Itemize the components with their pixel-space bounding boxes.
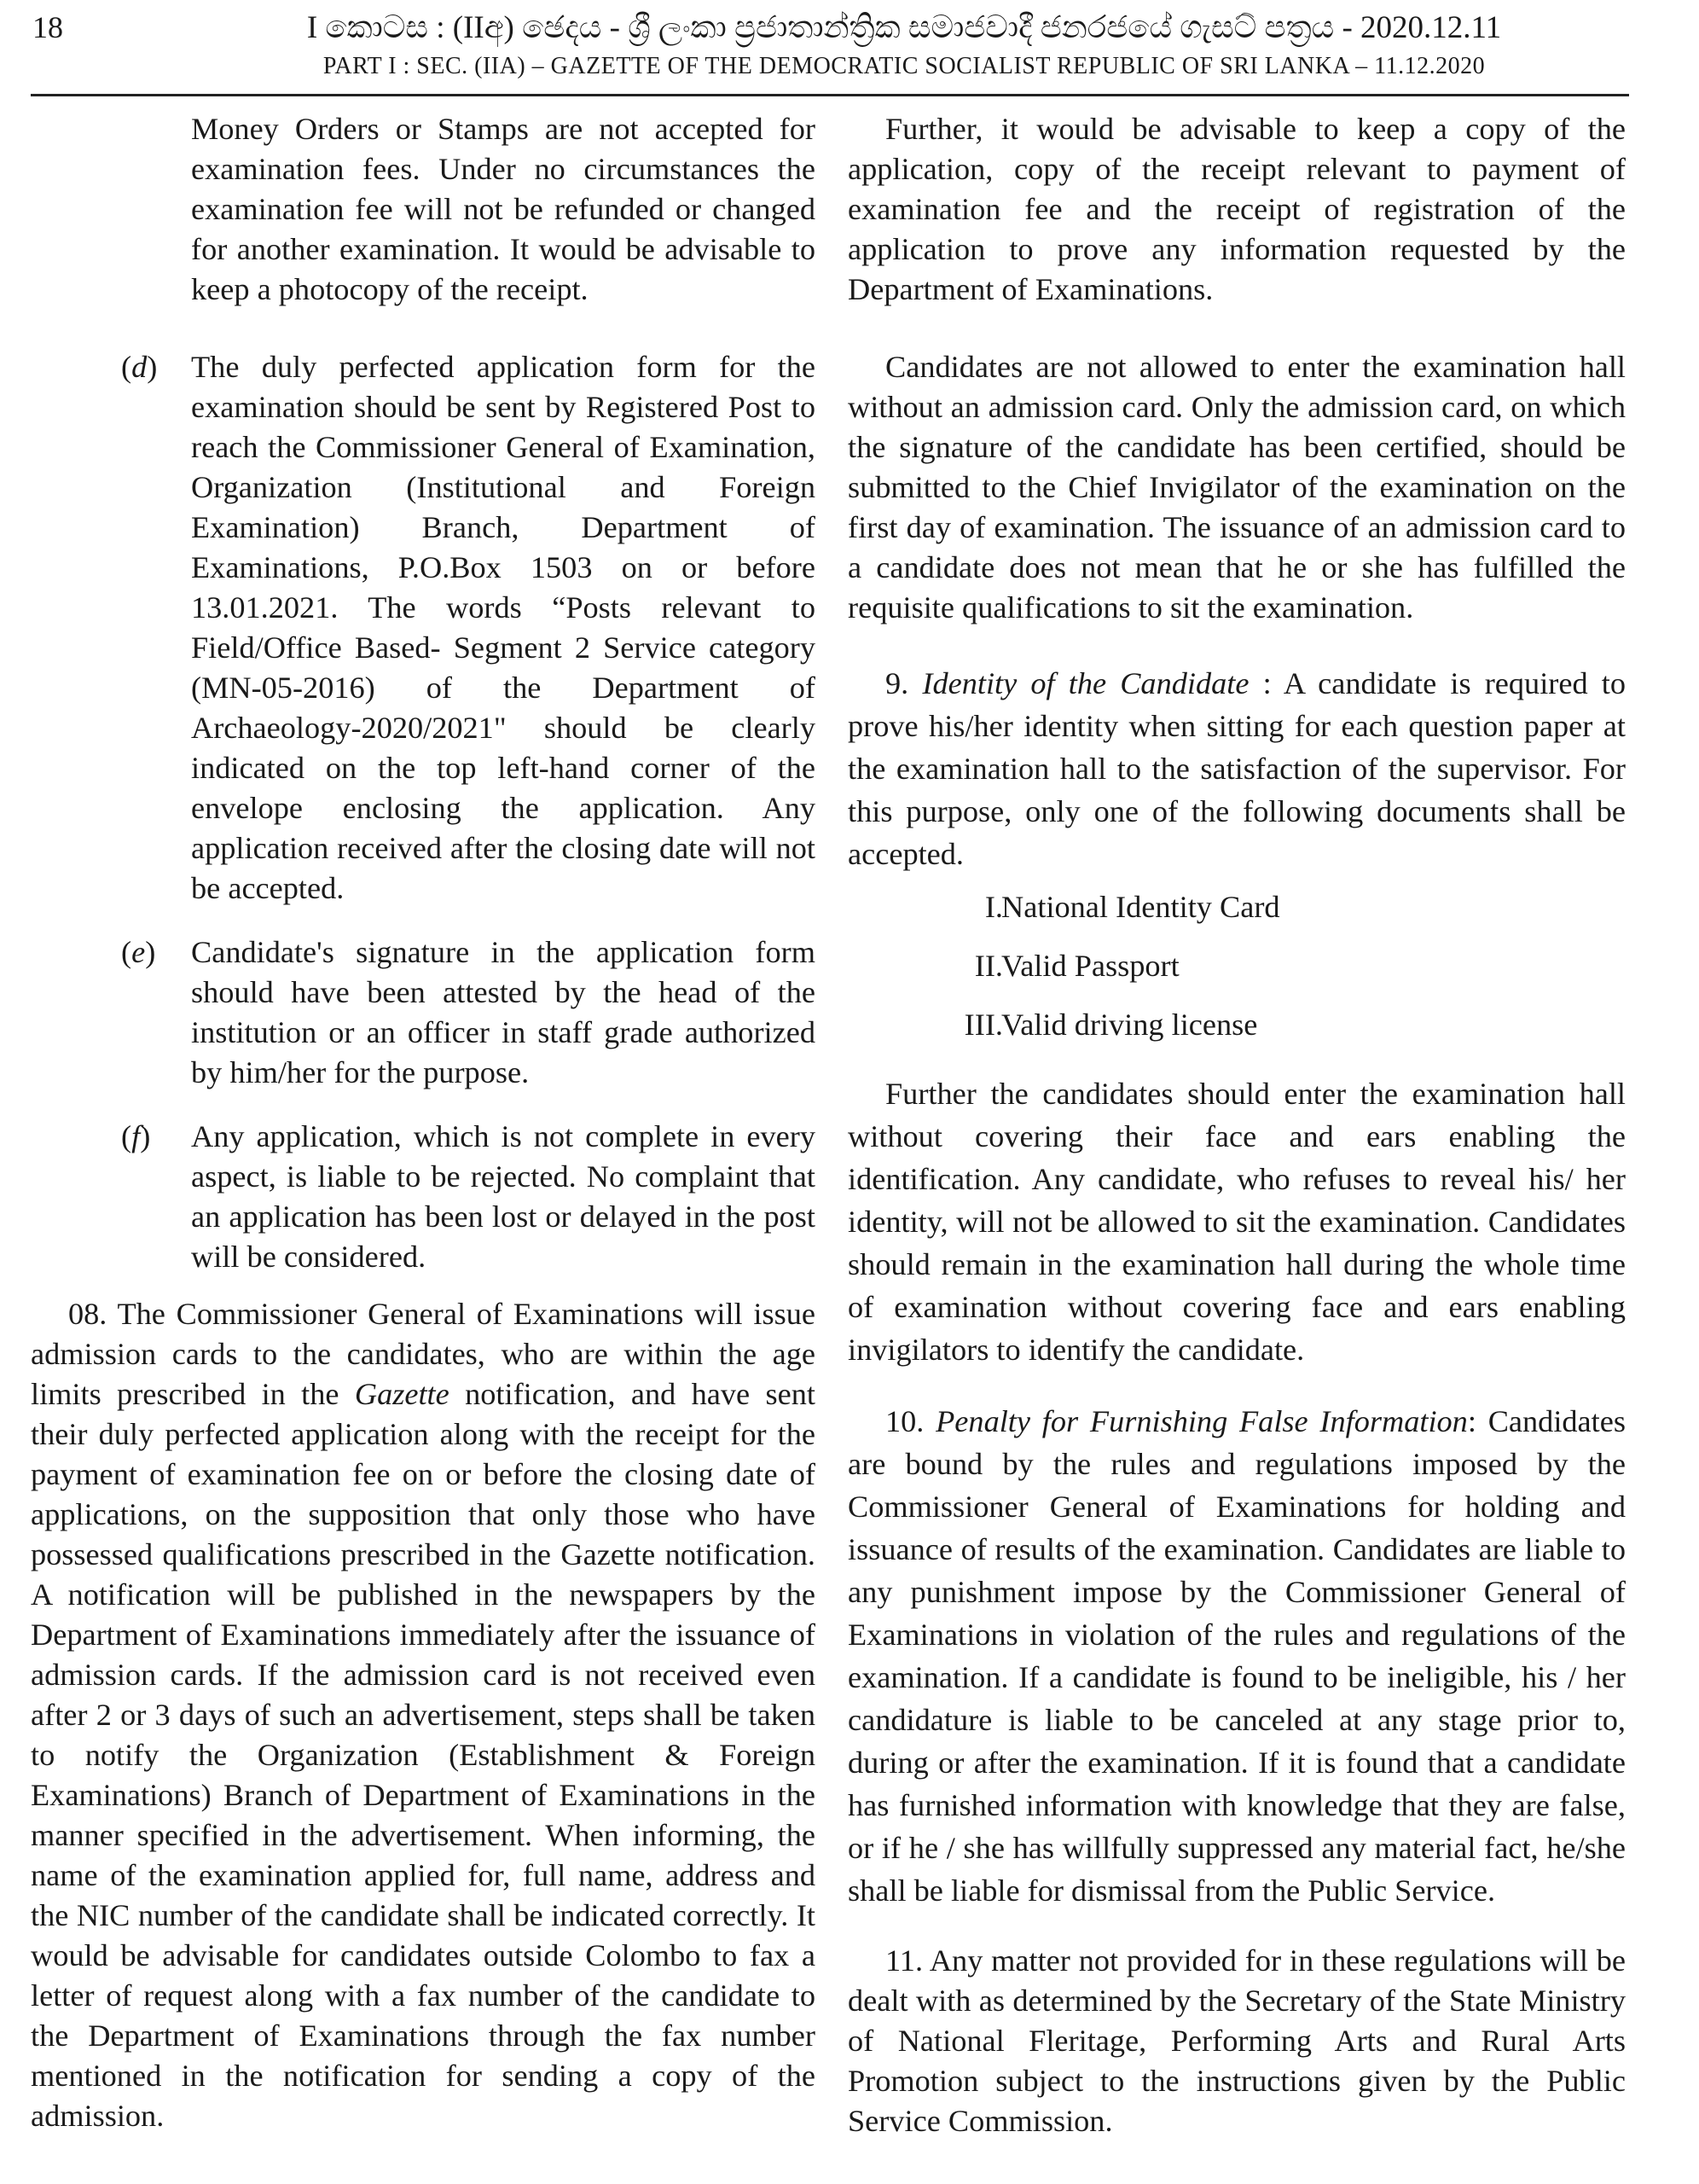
right-column [848,109,1626,2141]
further-copy-paragraph: Further, it would be advisable to keep a copy of the application, copy of the receipt relevant to payment of examination fee and the receipt of registration of the application to prove any information requested by the Department of Examinations. [848,112,1626,306]
section-9-paragraph: 9. Identity of the Candidate : A candidate is required to prove his/her identity when sitting for each question paper at the examination hall to the satisfaction of the supervisor. For this purpose, only one of the following documents shall be accepted. [848,666,1627,871]
list-item: I. National Identity Card [984,890,1280,924]
section-08-paragraph: 08. The Commissioner General of Examinations will issue admission cards to the candidates, who are within the age limits prescribed in the Gazette notification, and have sent their duly perfected application along with the receipt for the payment of examination fee on or before the closing date of applications, on the supposition that only those who have possessed qualifications prescribed in the Gazette notification. A notification will be published in the newspapers by the Department of Examinations immediately after the issuance of admission cards. If the admission card is not received even after 2 or 3 days of such an advertisement, steps shall be taken to notify the Organization (Establishment & Foreign Examinations) Branch of Department of Examinations in the manner specified in the advertisement. When informing, the name of the examination applied for, full name, address and the NIC number of the candidate shall be indicated correctly. It would be advisable for candidates outside Colombo to fax a letter of request along with a fax number of the candidate to the Department of Examinations through the fax number mentioned in the notification for sending a copy of the admission. [31,1297,815,2133]
section-10-title: Penalty for Furnishing False Information [936,1404,1468,1438]
page-number: 18 [32,10,63,44]
header-sinhala-title: I කොටස : (IIඅ) ඡෙදය - ශ්‍රී ලංකා ප්‍රජාතාන්ත්‍රික සමාජවාදී ජනරජයේ ගැසට් පත්‍රය - 2020.12.11 [306,10,1502,45]
item-e [31,932,815,1093]
item-f-text: Any application, which is not complete in every aspect, is liable to be rejected. No complaint that an application has been lost or delayed in the post will be considered. [191,1119,815,1274]
item-e-text: Candidate's signature in the application form should have been attested by the head of the institution or an officer in staff grade authorized by him/her for the purpose. [191,935,815,1089]
item-d [31,347,815,909]
identity-documents-list [848,887,1626,1064]
list-item: III. Valid driving license [964,1008,1258,1042]
item-d-label: (d) [121,350,158,384]
section-9-title: Identity of the Candidate [922,666,1250,700]
face-ears-paragraph: Further the candidates should enter the examination hall without covering their face and ears enabling the identification. Any candidate, who refuses to reveal his/ her identity, will not be allowed to sit the examination. Candidates should remain in the examination hall during the whole time of examination without covering face and ears enabling invigilators to identify the candidate. [848,1077,1626,1367]
section-11-paragraph: 11. Any matter not provided for in these regulations will be dealt with as determined by the Secretary of the State Ministry of National Fleritage, Performing Arts and Rural Arts Promotion subject to the instructions given by the Public Service Commission. [848,1943,1626,2138]
header-english-title: PART I : SEC. (IIA) – GAZETTE OF THE DEMOCRATIC SOCIALIST REPUBLIC OF SRI LANKA – 11.12.2020 [322,53,1486,79]
item-e-label: (e) [121,935,156,969]
item-f-label: (f) [121,1119,151,1153]
item-f [31,1117,815,1277]
item-d-text: The duly perfected application form for the examination should be sent by Registered Post to reach the Commissioner General of Examination, Organization (Institutional and Foreign Examination) Branch, Department of Examinations, P.O.Box 1503 on or before 13.01.2021. The words “Posts relevant to Field/Office Based- Segment 2 Service category (MN-05-2016) of the Department of Archaeology-2020/2021" should be clearly indicated on the top left-hand corner of the envelope enclosing the application. Any application received after the closing date will not be accepted. [191,350,815,905]
section-10-paragraph: 10. Penalty for Furnishing False Information: Candidates are bound by the rules and regulations imposed by the Commissioner General of Examinations for holding and issuance of results of the examination. Candidates are liable to any punishment impose by the Commissioner General of Examinations in violation of the rules and regulations of the examination. If a candidate is found to be ineligible, his / her candidature is liable to be canceled at any stage prior to, during or after the examination. If it is found that a candidate has furnished information with knowledge that they are false, or if he / she has willfully suppressed any material fact, he/she shall be liable for dismissal from the Public Service. [848,1404,1626,1908]
left-column [31,109,815,2136]
admission-card-paragraph: Candidates are not allowed to enter the examination hall without an admission card. Only the admission card, on which the signature of the candidate has been certified, should be submitted to the Chief Invigilator of the examination on the first day of examination. The issuance of an admission card to a candidate does not mean that he or she has fulfilled the requisite qualifications to sit the examination. [848,350,1626,624]
header-divider [31,94,1629,96]
list-item: II. Valid Passport [974,949,1180,983]
fee-continuation-paragraph: Money Orders or Stamps are not accepted for examination fees. Under no circumstances the examination fee will not be refunded or changed for another examination. It would be advisable to keep a photocopy of the receipt. [191,112,815,306]
